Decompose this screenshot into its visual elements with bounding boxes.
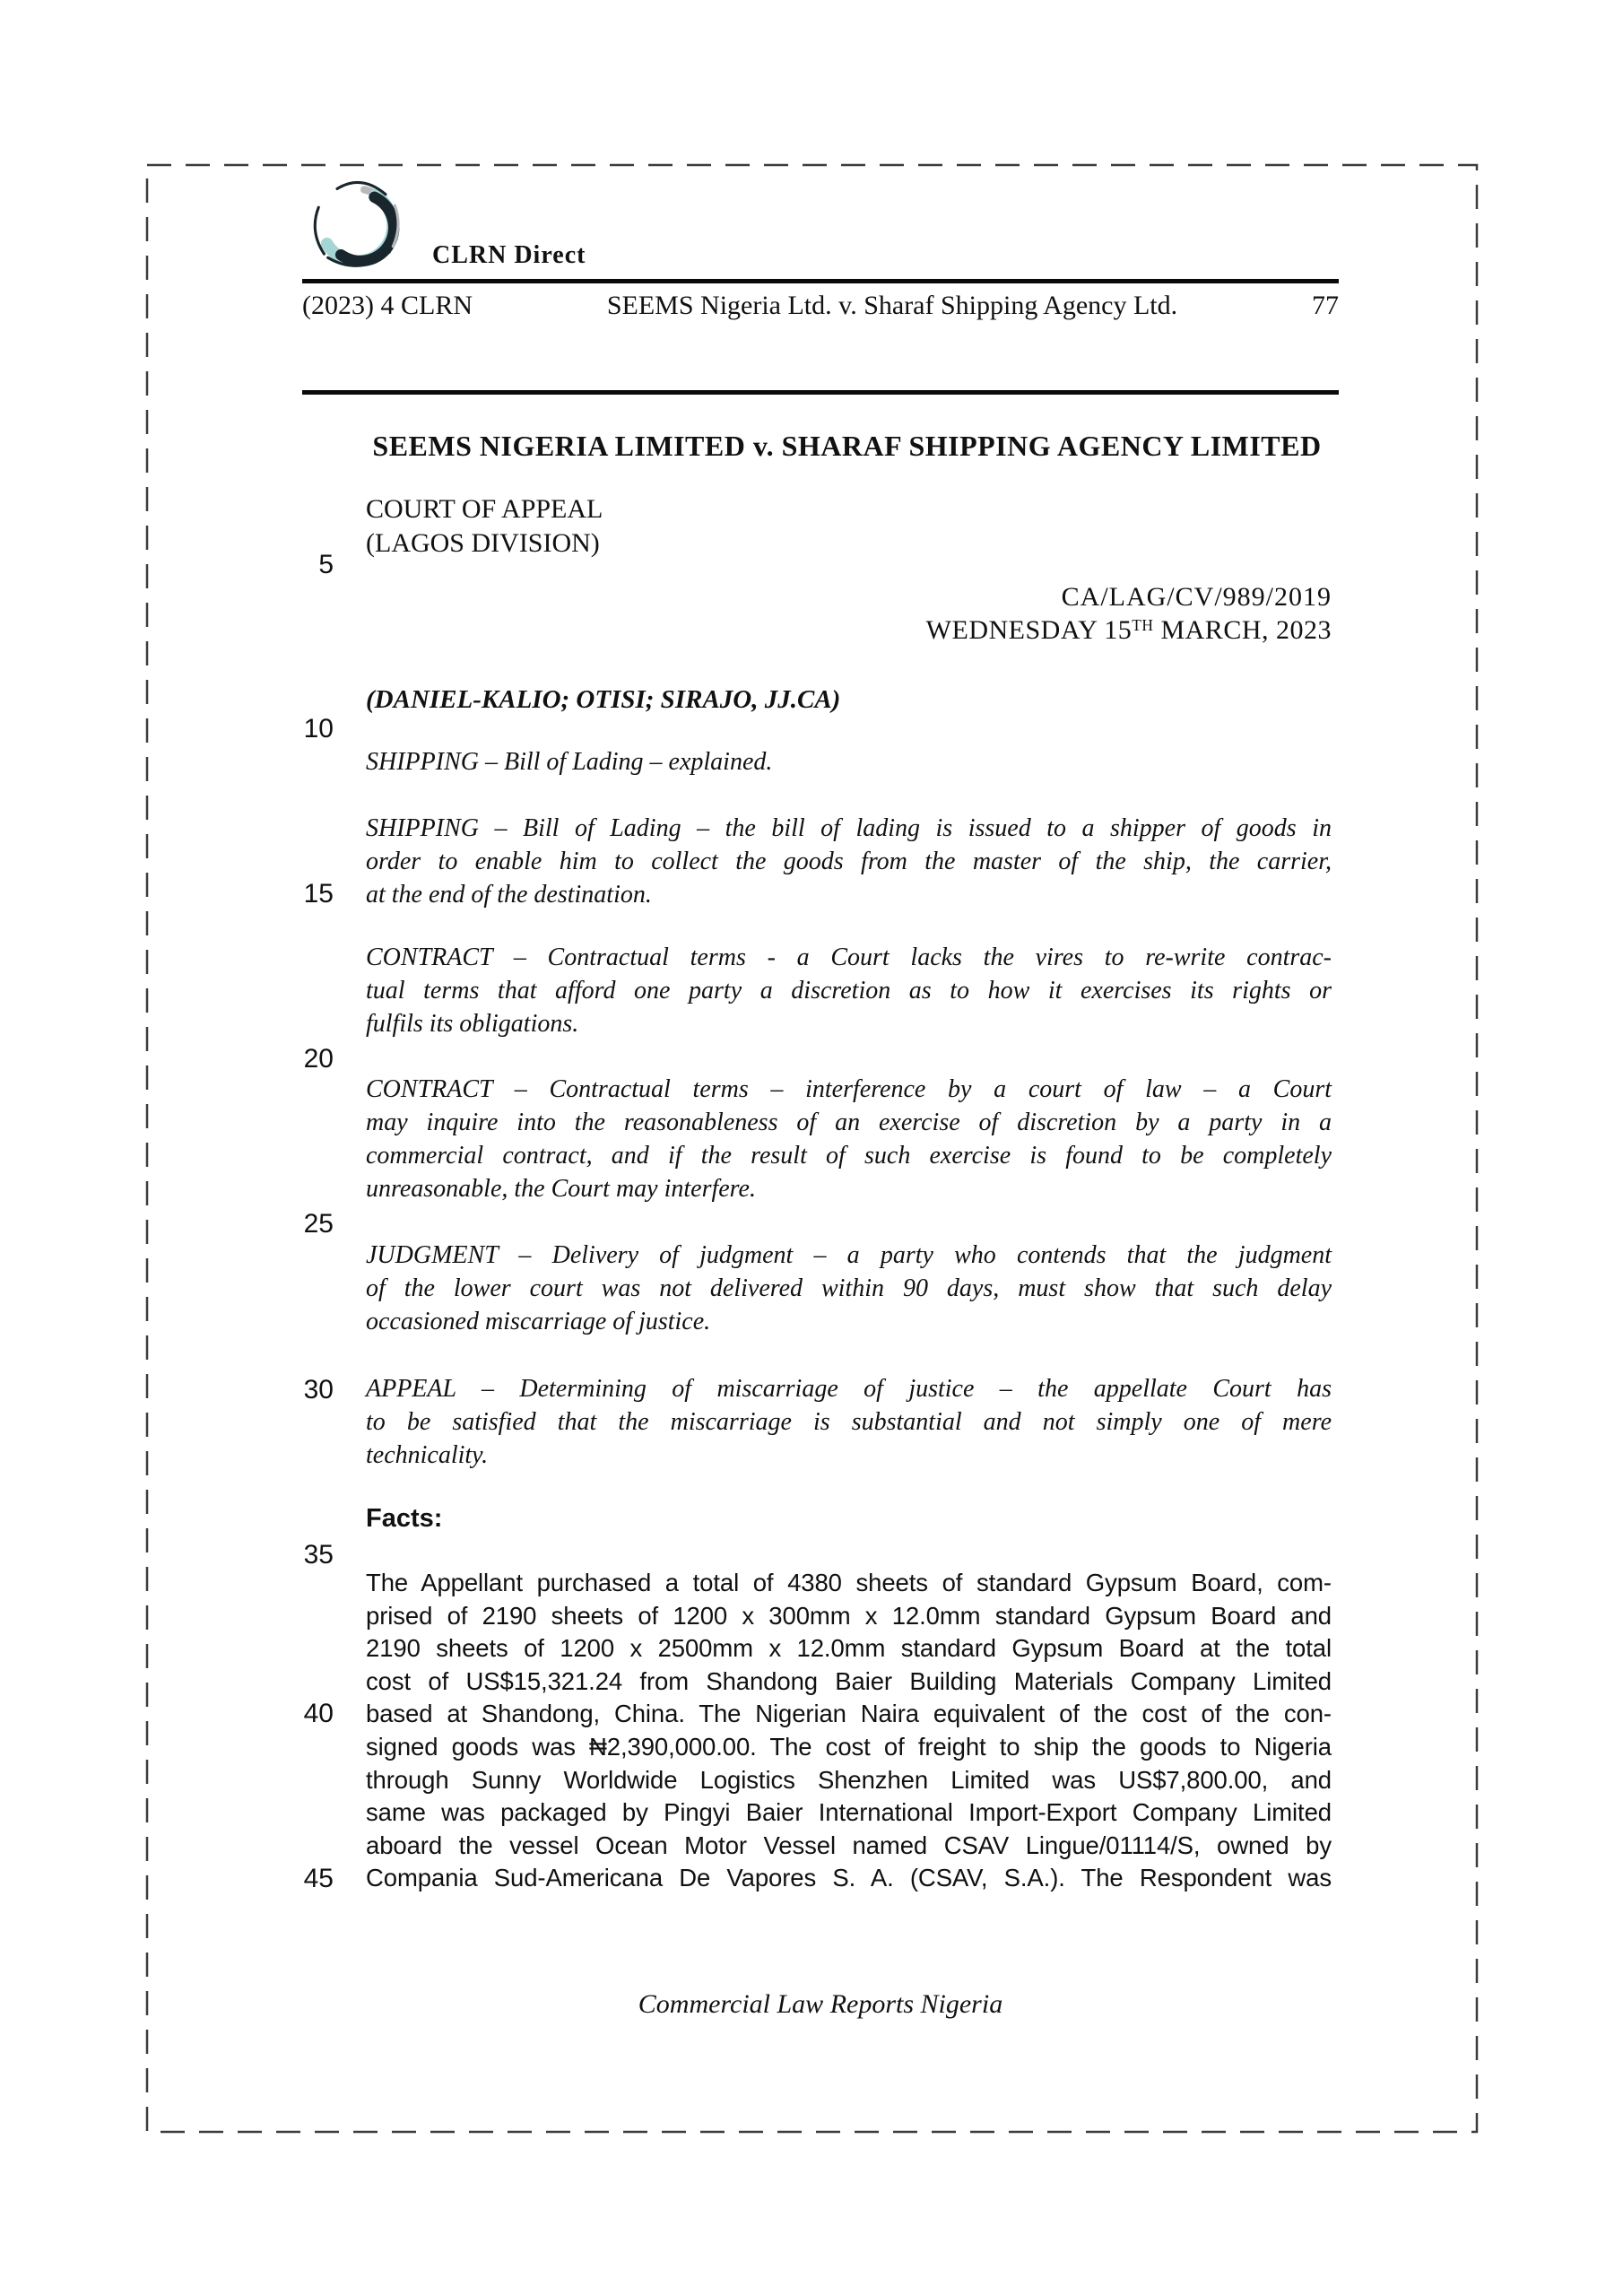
- header-rule: [302, 390, 1339, 395]
- footer-series-title: Commercial Law Reports Nigeria: [638, 1989, 1003, 2019]
- text-line: CONTRACT – Contractual terms – interference by a court of law – a Court: [366, 1075, 1332, 1103]
- catchword-judgment-delivery: [366, 1239, 1332, 1338]
- text-line: fulfils its obligations.: [366, 1010, 579, 1038]
- text-line: cost of US$15,321.24 from Shandong Baier Building Materials Company Limited: [366, 1666, 1332, 1695]
- judgment-date-rest: MARCH, 2023: [1153, 615, 1332, 645]
- text-line: CONTRACT – Contractual terms - a Court lacks the vires to re-write contrac-: [366, 944, 1332, 971]
- text-line: to be satisfied that the miscarriage is substantial and not simply one of mere: [366, 1408, 1332, 1436]
- text-line: may inquire into the reasonableness of an exercise of discretion by a party in a: [366, 1109, 1332, 1136]
- judgment-date-ordinal: TH: [1132, 616, 1154, 635]
- catchword-contract-interference: [366, 1073, 1332, 1205]
- text-line: 2190 sheets of 1200 x 2500mm x 12.0mm standard Gypsum Board at the total: [366, 1634, 1332, 1663]
- text-line: signed goods was ₦2,390,000.00. The cost of freight to ship the goods to Nigeria: [366, 1732, 1332, 1761]
- judgment-date: [362, 613, 1332, 650]
- case-title: SEEMS NIGERIA LIMITED v. SHARAF SHIPPING AGENCY LIMITED: [372, 430, 1322, 462]
- text-line: technicality.: [366, 1441, 489, 1469]
- margin-line-number-10: 10: [303, 714, 334, 744]
- clrn-logo: [308, 178, 414, 276]
- margin-line-number-30: 30: [303, 1375, 334, 1405]
- text-line: APPEAL – Determining of miscarriage of justice – the appellate Court has: [366, 1375, 1332, 1403]
- facts-heading: Facts:: [366, 1504, 443, 1533]
- text-line: The Appellant purchased a total of 4380 sheets of standard Gypsum Board, com-: [366, 1569, 1332, 1596]
- text-line: through Sunny Worldwide Logistics Shenzhen Limited was US$7,800.00, and: [366, 1765, 1332, 1794]
- report-citation: (2023) 4 CLRN: [302, 291, 473, 320]
- text-line: SHIPPING – Bill of Lading – explained.: [366, 748, 773, 776]
- running-case-title: SEEMS Nigeria Ltd. v. Sharaf Shipping Agency Ltd.: [606, 291, 1178, 320]
- text-line: commercial contract, and if the result of such exercise is found to be completely: [366, 1142, 1332, 1170]
- judges-line: (DANIEL-KALIO; OTISI; SIRAJO, JJ.CA): [366, 685, 841, 714]
- margin-line-number-40: 40: [303, 1699, 334, 1728]
- text-line: tual terms that afford one party a discretion as to how it exercises its rights or: [366, 977, 1332, 1004]
- text-line: based at Shandong, China. The Nigerian Naira equivalent of the cost of the con-: [366, 1700, 1332, 1728]
- masthead-rule: [302, 279, 1339, 283]
- text-line: SHIPPING – Bill of Lading – the bill of lading is issued to a shipper of goods in: [366, 814, 1332, 842]
- catchword-shipping-bill-of-lading: [366, 812, 1332, 911]
- text-line: prised of 2190 sheets of 1200 x 300mm x 12.0mm standard Gypsum Board and: [366, 1601, 1332, 1630]
- court-division: (LAGOS DIVISION): [366, 528, 600, 558]
- running-header: [302, 288, 1339, 324]
- text-line: JUDGMENT – Delivery of judgment – a party who contends that the judgment: [366, 1241, 1332, 1269]
- margin-line-number-35: 35: [303, 1540, 334, 1570]
- margin-line-number-25: 25: [303, 1209, 334, 1239]
- catchword-appeal-miscarriage: [366, 1372, 1332, 1472]
- catchword-contract-terms: [366, 941, 1332, 1040]
- margin-line-number-45: 45: [303, 1864, 334, 1893]
- page-number: 77: [1312, 291, 1339, 320]
- margin-line-number-20: 20: [303, 1044, 334, 1074]
- text-line: order to enable him to collect the goods from the master of the ship, the carrier,: [366, 848, 1332, 875]
- text-line: same was packaged by Pingyi Baier International Import-Export Company Limited: [366, 1798, 1332, 1827]
- case-number: CA/LAG/CV/989/2019: [1061, 582, 1332, 612]
- catchword-shipping-explained: [366, 745, 1332, 778]
- text-line: Compania Sud-Americana De Vapores S. A. (CSAV, S.A.). The Respondent was: [366, 1864, 1332, 1892]
- margin-line-number-15: 15: [303, 879, 334, 909]
- judgment-date-main: WEDNESDAY 15: [925, 615, 1133, 645]
- text-line: of the lower court was not delivered within 90 days, must show that such delay: [366, 1274, 1332, 1302]
- text-line: at the end of the destination.: [366, 881, 652, 909]
- brand-title: CLRN Direct: [432, 241, 586, 269]
- margin-line-number-5: 5: [318, 550, 334, 579]
- text-line: occasioned miscarriage of justice.: [366, 1308, 711, 1335]
- text-line: aboard the vessel Ocean Motor Vessel named CSAV Lingue/01114/S, owned by: [366, 1831, 1332, 1859]
- court-name: COURT OF APPEAL: [366, 494, 603, 524]
- facts-paragraph: [366, 1567, 1332, 1895]
- text-line: unreasonable, the Court may interfere.: [366, 1175, 756, 1203]
